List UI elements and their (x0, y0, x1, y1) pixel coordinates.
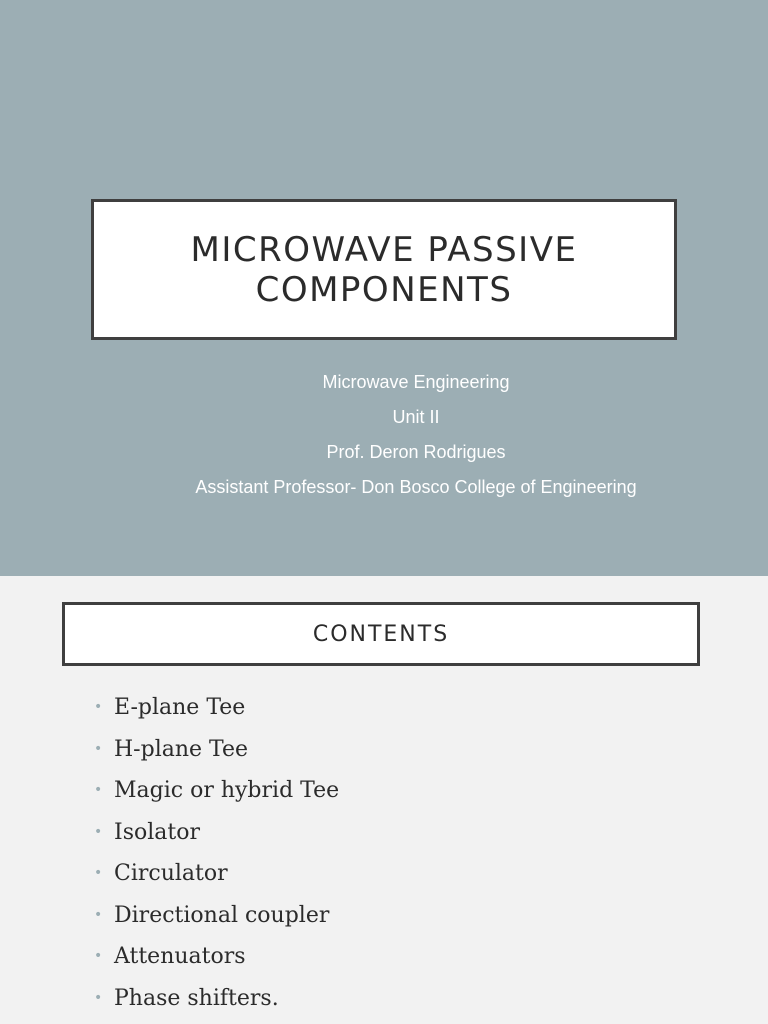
slide-title-line-2: COMPONENTS (255, 269, 513, 310)
list-item-text: Isolator (114, 819, 200, 845)
list-item-text: H-plane Tee (114, 736, 249, 762)
title-box (91, 199, 677, 340)
bullet-icon: • (94, 740, 103, 757)
list-item (94, 895, 339, 937)
slide-title-line-1: MICROWAVE PASSIVE (190, 229, 578, 270)
subtitle-course: Microwave Engineering (322, 372, 510, 392)
subtitle-affiliation: Assistant Professor- Don Bosco College of Engineering (195, 477, 637, 497)
bullet-icon: • (94, 782, 103, 798)
list-item (94, 853, 339, 895)
contents-slide (0, 576, 768, 1024)
contents-title-box (62, 602, 700, 666)
list-item (94, 812, 339, 854)
list-item (94, 936, 339, 978)
subtitle-author: Prof. Deron Rodrigues (326, 442, 506, 462)
list-item-text: Magic or hybrid Tee (114, 778, 340, 803)
bullet-icon: • (94, 823, 103, 840)
bullet-icon: • (94, 699, 103, 715)
contents-list (94, 687, 339, 1019)
list-item-text: Directional coupler (114, 902, 330, 928)
list-item (94, 978, 339, 1020)
contents-title: CONTENTS (312, 621, 450, 647)
list-item-text: E-plane Tee (114, 695, 246, 720)
bullet-icon: • (94, 865, 103, 881)
list-item (94, 729, 339, 771)
bullet-icon: • (94, 989, 103, 1006)
list-item-text: Phase shifters. (114, 985, 279, 1011)
bullet-icon: • (94, 906, 103, 923)
list-item-text: Attenuators (114, 944, 246, 969)
subtitle-unit: Unit II (392, 407, 440, 427)
list-item (94, 770, 339, 812)
subtitle-block (160, 366, 672, 506)
bullet-icon: • (94, 948, 103, 964)
list-item-text: Circulator (114, 861, 228, 886)
list-item (94, 687, 339, 729)
